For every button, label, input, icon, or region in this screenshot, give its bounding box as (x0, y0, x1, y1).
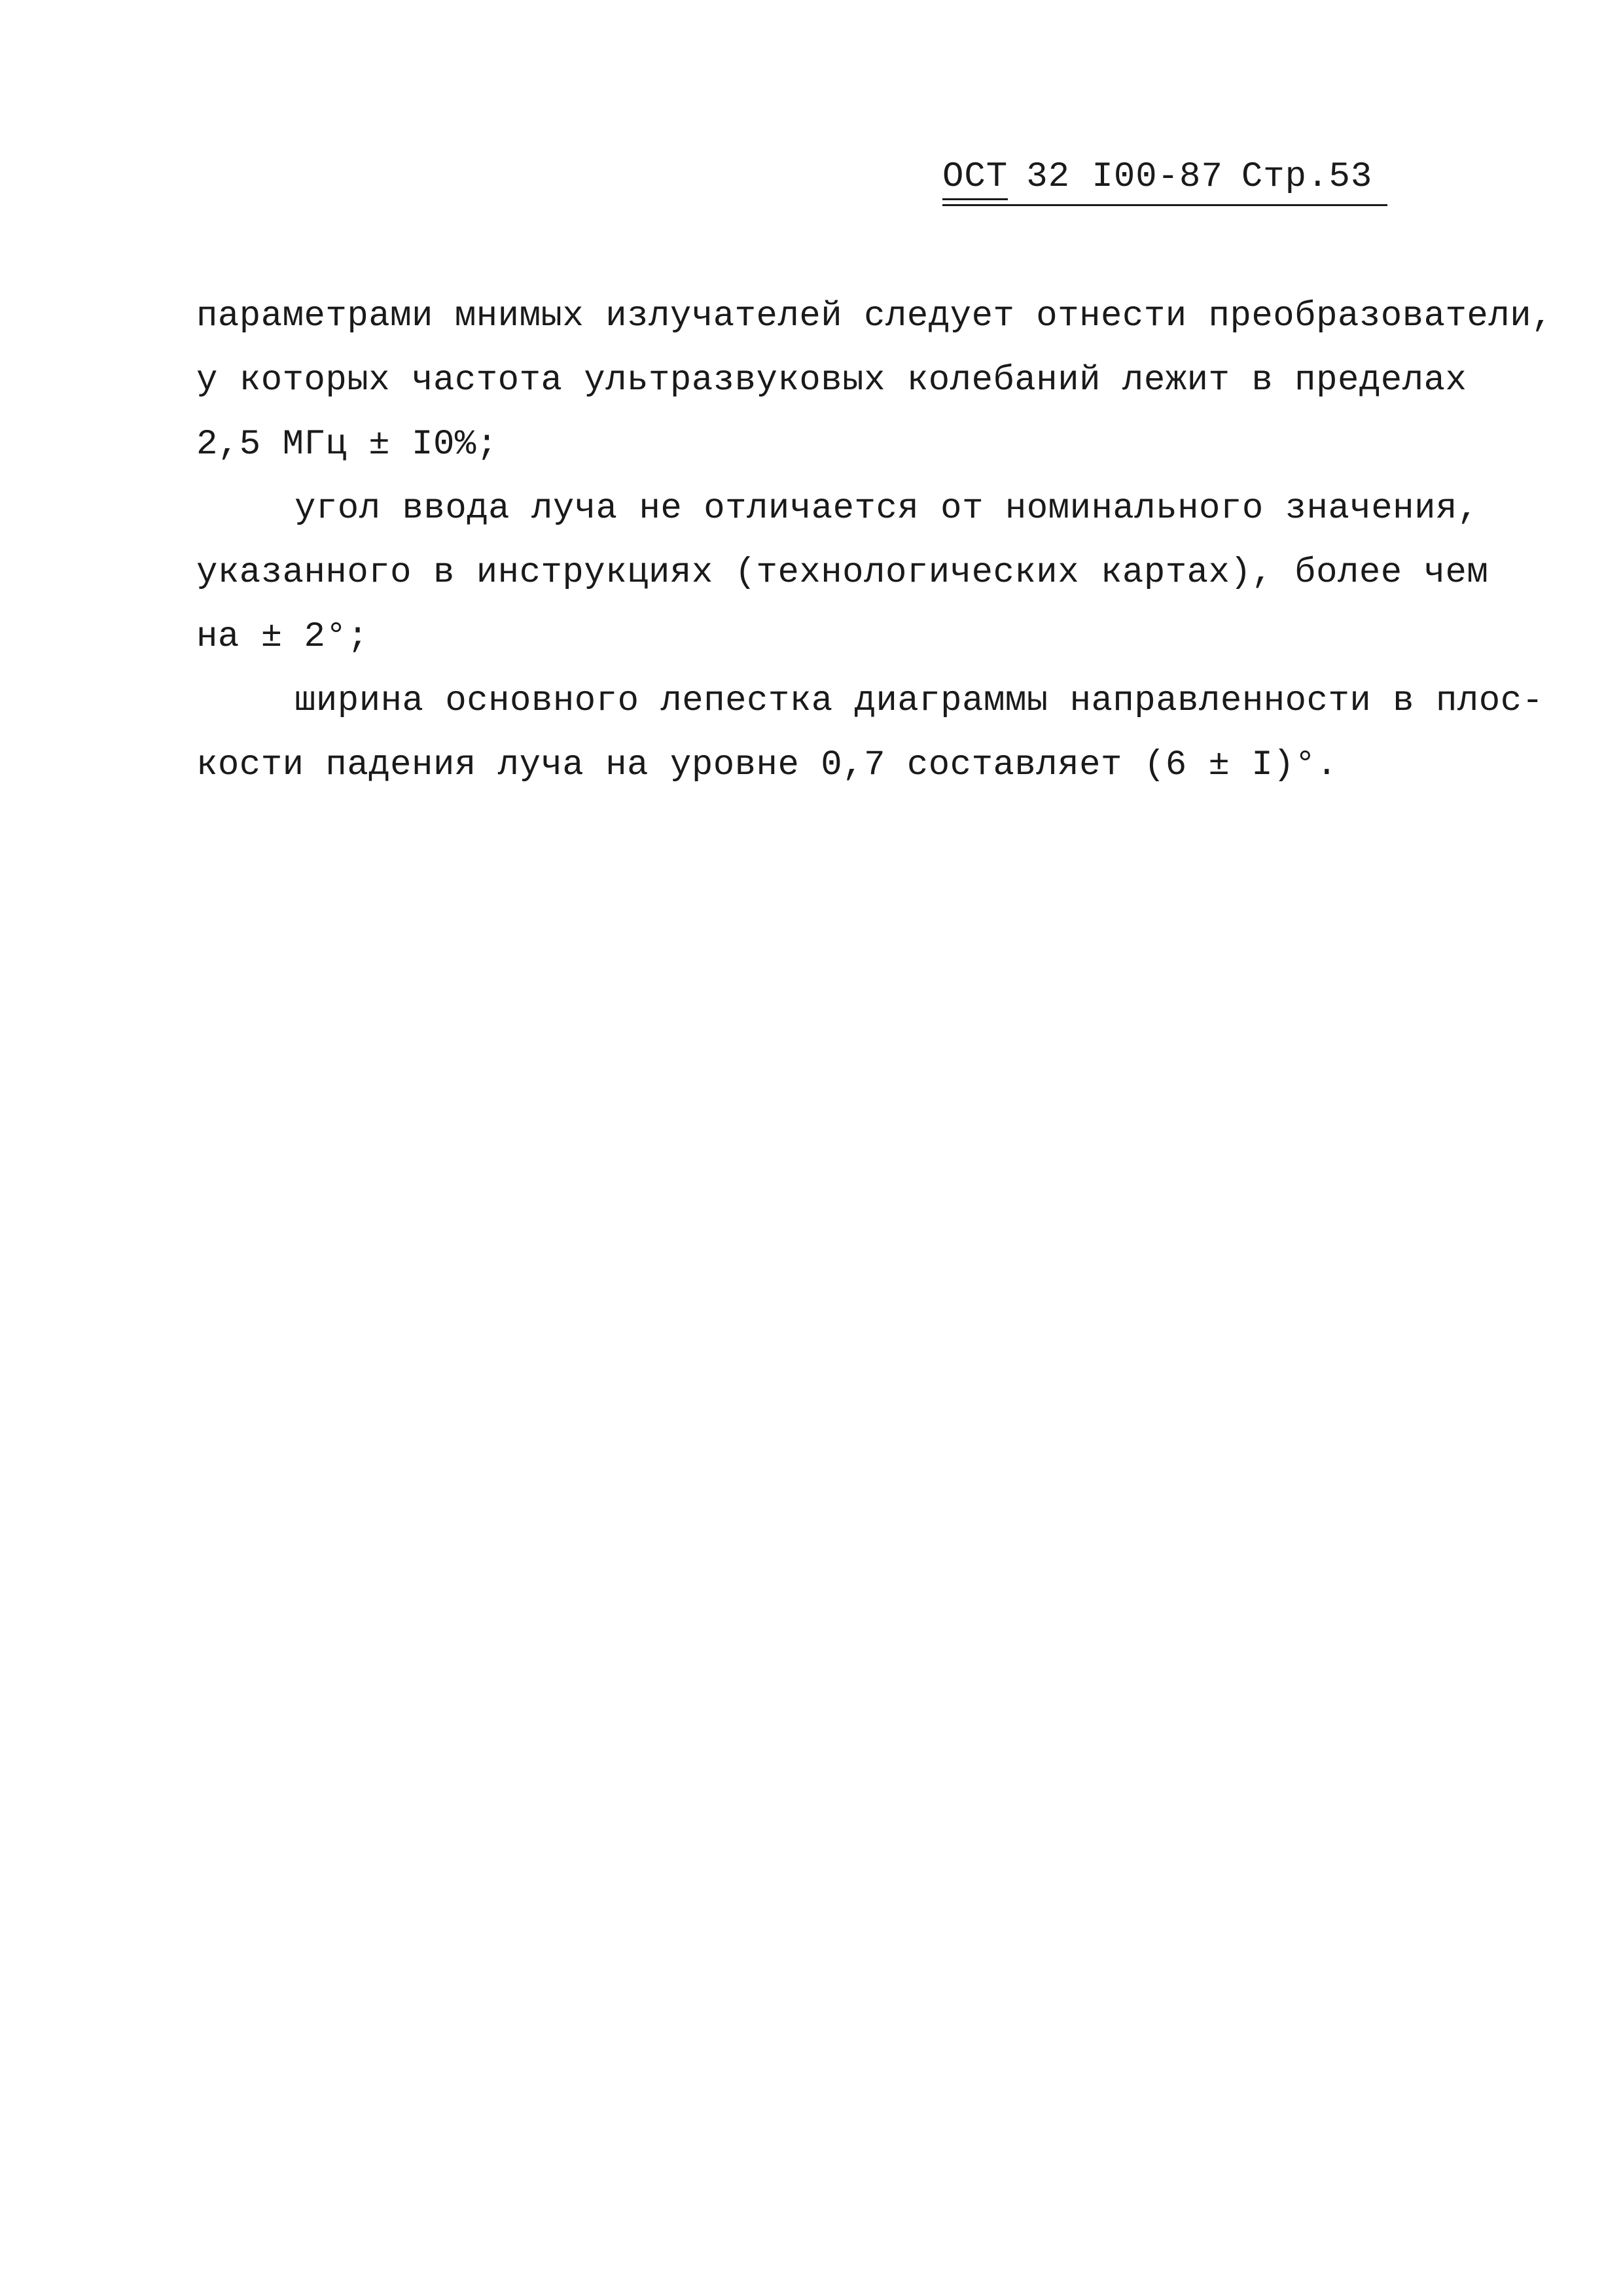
text-line: параметрами мнимых излучателей следует отнести преобразователи, (196, 296, 1554, 336)
text-line: 2,5 МГц ± I0%; (196, 425, 498, 465)
text-line: угол ввода луча не отличается от номинального значения, (294, 489, 1479, 529)
page-label: Стр.53 (1241, 157, 1373, 197)
text-line: кости падения луча на уровне 0,7 составляет (6 ± I)°. (196, 745, 1338, 785)
doc-code: ОСТ (942, 157, 1008, 200)
text-line: указанного в инструкциях (технологических картах), более чем (196, 553, 1489, 593)
text-line: ширина основного лепестка диаграммы направленности в плос- (294, 681, 1544, 721)
page-header (942, 157, 1387, 206)
body-text (196, 285, 1554, 798)
text-line: на ± 2°; (196, 617, 369, 657)
text-line: у которых частота ультразвуковых колебаний лежит в пределах (196, 361, 1467, 400)
doc-number: 32 I00-87 (1026, 157, 1223, 197)
